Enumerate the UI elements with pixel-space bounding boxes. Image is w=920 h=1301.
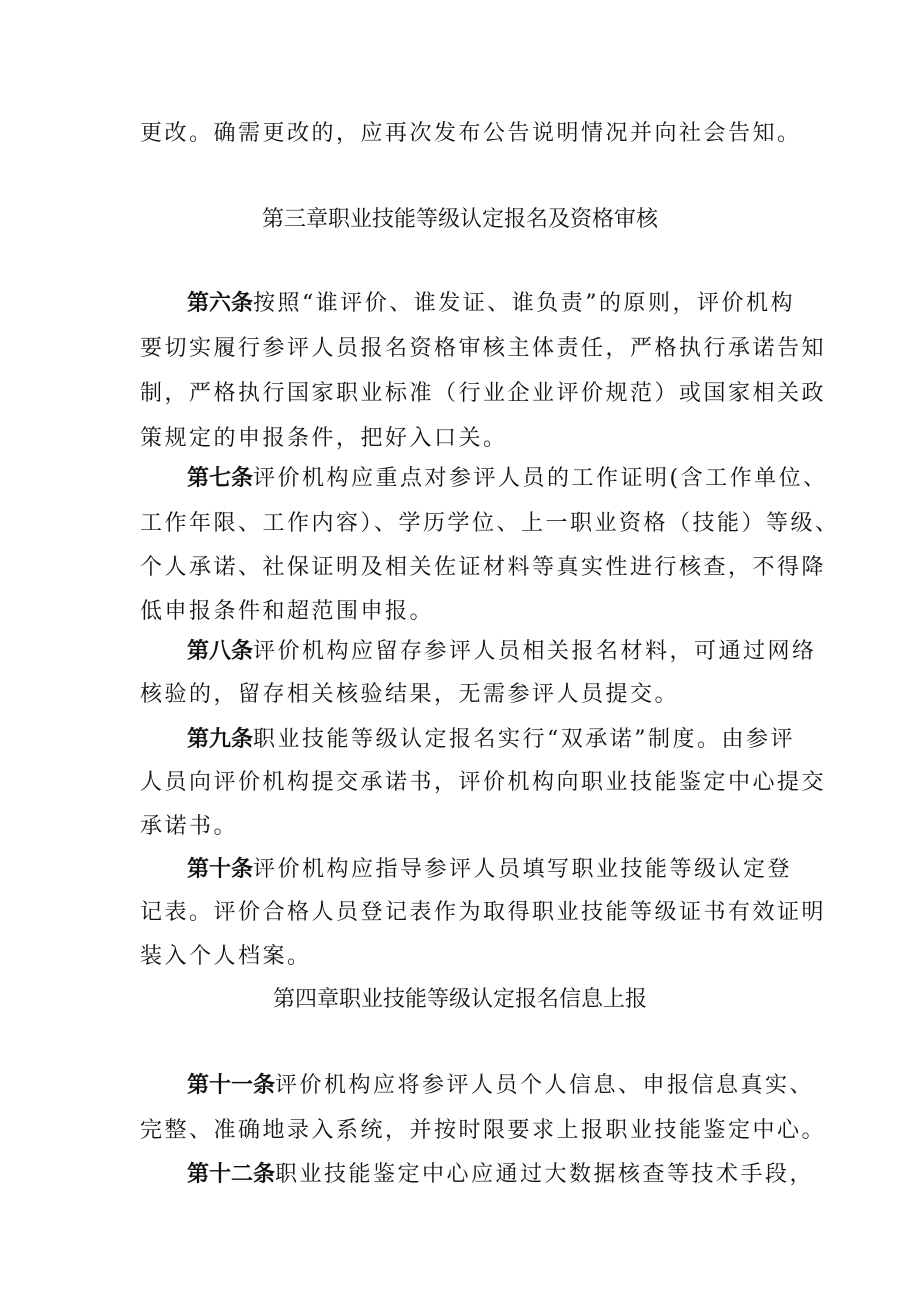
- article-7-line: 个人承诺、社保证明及相关佐证材料等真实性进行核查，不得降: [140, 555, 827, 580]
- article-10-first-line: [187, 855, 847, 885]
- article-12-label: 第十二条: [187, 1162, 276, 1187]
- article-9-line: 人员向评价机构提交承诺书，评价机构向职业技能鉴定中心提交: [140, 770, 827, 795]
- article-10-line: 装入个人档案。: [140, 944, 312, 969]
- article-6-line: 策规定的申报条件，把好入口关。: [140, 426, 508, 451]
- article-12-first-line: [187, 1160, 847, 1190]
- article-6-line: 要切实履行参评人员报名资格审核主体责任，严格执行承诺告知: [140, 336, 827, 361]
- article-7-text: 评价机构应重点对参评人员的工作证明(含工作单位、: [253, 466, 828, 491]
- article-6-first-line: [187, 289, 847, 319]
- article-8-label: 第八条: [187, 639, 254, 664]
- article-6-line: 制，严格执行国家职业标准（行业企业评价规范）或国家相关政: [140, 381, 827, 406]
- article-9-text: 职业技能等级认定报名实行“双承诺”制度。由参评: [253, 727, 796, 752]
- article-7-label: 第七条: [187, 466, 254, 491]
- chapter-4-heading: 第四章职业技能等级认定报名信息上报: [272, 987, 647, 1012]
- article-7-first-line: [187, 464, 847, 494]
- article-11-text: 评价机构应将参评人员个人信息、申报信息真实、: [275, 1073, 815, 1098]
- article-8-text: 评价机构应留存参评人员相关报名材料，可通过网络: [253, 639, 817, 664]
- article-11-label: 第十一条: [187, 1073, 276, 1098]
- article-10-text: 评价机构应指导参评人员填写职业技能等级认定登: [253, 857, 793, 882]
- article-9-label: 第九条: [187, 727, 254, 752]
- article-8-line: 核验的，留存相关核验结果，无需参评人员提交。: [140, 682, 680, 707]
- article-10-label: 第十条: [187, 857, 254, 882]
- article-6-label: 第六条: [187, 291, 254, 316]
- article-12-text: 职业技能鉴定中心应通过大数据核查等技术手段，: [275, 1162, 815, 1187]
- article-6-text: 按照“谁评价、谁发证、谁负责”的原则，评价机构: [253, 291, 796, 316]
- continuation-text: 更改。确需更改的，应再次发布公告说明情况并向社会告知。: [140, 121, 802, 146]
- article-10-line: 记表。评价合格人员登记表作为取得职业技能等级证书有效证明: [140, 900, 827, 925]
- article-7-line: 低申报条件和超范围申报。: [140, 599, 435, 624]
- article-9-first-line: [187, 725, 847, 755]
- article-9-line: 承诺书。: [140, 814, 239, 839]
- article-11-line: 完整、准确地录入系统，并按时限要求上报职业技能鉴定中心。: [140, 1118, 827, 1143]
- article-7-line: 工作年限、工作内容）、学历学位、上一职业资格（技能）等级、: [140, 511, 840, 536]
- article-11-first-line: [187, 1071, 847, 1101]
- article-8-first-line: [187, 637, 847, 667]
- chapter-3-heading: 第三章职业技能等级认定报名及资格审核: [261, 207, 658, 232]
